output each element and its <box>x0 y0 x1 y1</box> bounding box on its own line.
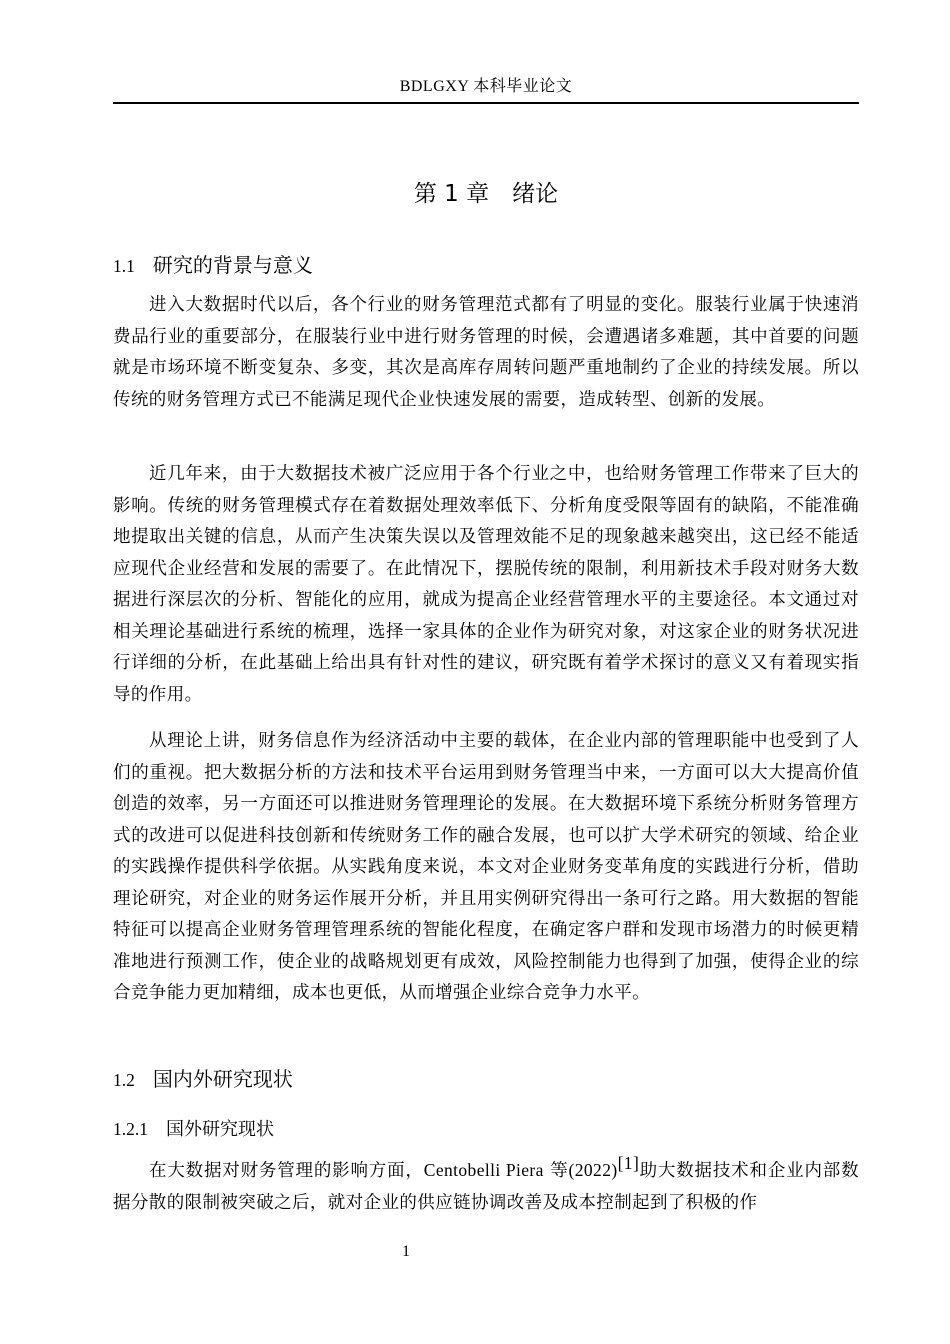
paragraph-foreign-research <box>113 1155 859 1219</box>
paragraph-mid: 等 <box>543 1161 569 1181</box>
citation-year: (2022) <box>568 1160 618 1180</box>
paragraph-lead: 在大数据对财务管理的影响方面， <box>149 1161 424 1181</box>
running-header: BDLGXY 本科毕业论文 <box>113 74 859 104</box>
subsection-heading-1-2-1 <box>113 1116 274 1143</box>
paragraph-background-2: 近几年来，由于大数据技术被广泛应用于各个行业之中，也给财务管理工作带来了巨大的影响。传统的财务管理模式存在着数据处理效率低下、分析角度受限等固有的缺陷，不能准确地提取出关键的信息，从而产生决策失误以及管理效能不足的现象越来越突出，这已经不能适应现代企业经营和发展的需要了。在此情况下，摆脱传统的限制，利用新技术手段对财务大数据进行深层次的分析、智能化的应用，就成为提高企业经营管理水平的主要途径。本文通过对相关理论基础进行系统的梳理，选择一家具体的企业作为研究对象，对这家企业的财务状况进行详细的分析，在此基础上给出具有针对性的建议，研究既有着学术探讨的意义又有着现实指导的作用。 <box>113 464 859 705</box>
chapter-number: 第 1 章 <box>413 181 490 207</box>
author-name: Centobelli Piera <box>423 1160 544 1180</box>
paragraph-rest: 助大数据技术和企业内部数据分散的限制被突破之后，就对企业的供应链协调改善及成本控制起到了积极的作 <box>113 1161 859 1213</box>
citation-reference[interactable]: [1] <box>617 1153 640 1174</box>
chapter-name: 绪论 <box>512 181 559 207</box>
page-number: 1 <box>402 1243 410 1260</box>
subsection-number: 1.2.1 <box>113 1119 148 1139</box>
section-heading-1-1 <box>113 251 313 280</box>
section-number: 1.1 <box>113 256 135 276</box>
paragraph-background-3: 从理论上讲，财务信息作为经济活动中主要的载体，在企业内部的管理职能中也受到了人们的重视。把大数据分析的方法和技术平台运用到财务管理当中来，一方面可以大大提高价值创造的效率，另一方面还可以推进财务管理理论的发展。在大数据环境下系统分析财务管理方式的改进可以促进科技创新和传统财务工作的融合发展，也可以扩大学术研究的领域、给企业的实践操作提供科学依据。从实践角度来说，本文对企业财务变革角度的实践进行分析，借助理论研究，对企业的财务运作展开分析，并且用实例研究得出一条可行之路。用大数据的智能特征可以提高企业财务管理管理系统的智能化程度，在确定客户群和发现市场潜力的时候更精准地进行预测工作，使企业的战略规划更有成效，风险控制能力也得到了加强，使得企业的综合竞争能力更加精细，成本也更低，从而增强企业综合竞争力水平。 <box>113 731 859 1003</box>
section-heading-1-2 <box>113 1065 293 1094</box>
section-title: 研究的背景与意义 <box>152 253 313 277</box>
section-title: 国内外研究现状 <box>152 1067 293 1091</box>
subsection-title: 国外研究现状 <box>166 1119 274 1140</box>
section-number: 1.2 <box>113 1070 135 1090</box>
paragraph-background-1: 进入大数据时代以后，各个行业的财务管理范式都有了明显的变化。服装行业属于快速消费品行业的重要部分，在服装行业中进行财务管理的时候，会遭遇诸多难题，其中首要的问题就是市场环境不断变复杂、多变，其次是高库存周转问题严重地制约了企业的持续发展。所以传统的财务管理方式已不能满足现代企业快速发展的需要，造成转型、创新的发展。 <box>113 295 859 410</box>
chapter-title <box>113 176 859 212</box>
